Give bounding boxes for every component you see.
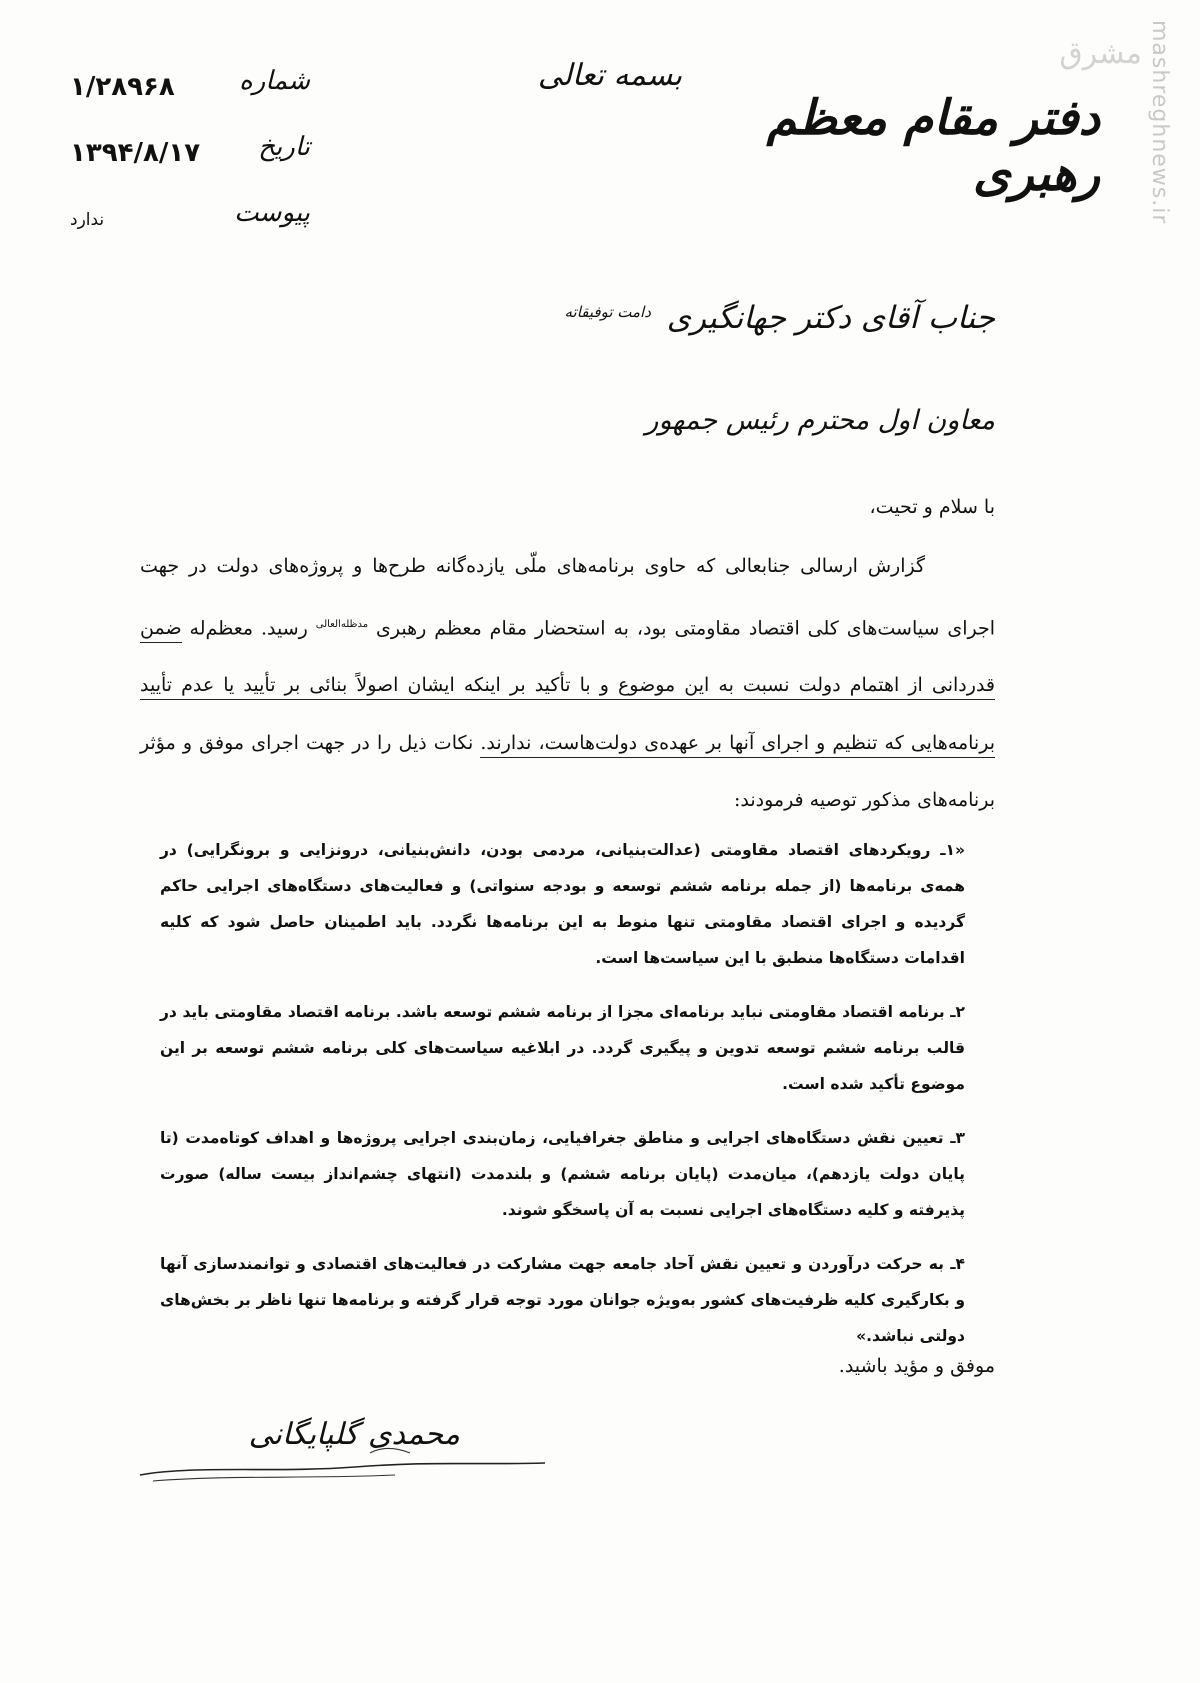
attachment-value: ندارد bbox=[70, 210, 105, 230]
points-list bbox=[160, 832, 965, 1372]
paragraph-underlined: ضمن قدردانی از اهتمام دولت نسبت به این موضوع و با تأکید بر اینکه ایشان اصولاً بنائی بر تأیید یا عدم تأیید برنامه‌هایی که تنظیم و اجرای آنها بر عهده‌ی دولت‌هاست، ندارند. bbox=[140, 617, 995, 758]
meta-attachment-row bbox=[60, 194, 310, 260]
point-item: ۳ـ تعیین نقش دستگاه‌های اجرایی و مناطق جغرافیایی، زمان‌بندی اجرایی پروژه‌ها و اهداف کوتاه‌مدت (تا پایان دولت یازدهم)، میان‌مدت (پایان برنامه ششم) و بلندمدت (انتهای چشم‌انداز بیست ساله) صورت پذیرفته و کلیه دستگاه‌های اجرایی نسبت به آن پاسخگو شوند. bbox=[160, 1129, 965, 1219]
point-item: ۲ـ برنامه اقتصاد مقاومتی نباید برنامه‌ای مجزا از برنامه ششم توسعه باشد. برنامه اقتصاد مقاومتی باید در قالب برنامه ششم توسعه تدوین و پیگیری گردد. در ابلاغیه سیاست‌های کلی برنامه ششم توسعه بر این موضوع تأکید شده است. bbox=[160, 1003, 965, 1093]
meta-date-row bbox=[60, 128, 310, 194]
paragraph-part1: گزارش ارسالی جنابعالی که حاوی برنامه‌های ملّی یازده‌گانه طرح‌ها و پروژه‌های دولت در جهت اجرای سیاست‌های کلی اقتصاد مقاومتی بود، به استحضار مقام معظم رهبری bbox=[140, 555, 995, 639]
closing-line: موفق و مؤید باشید. bbox=[838, 1355, 995, 1377]
basmala-heading: بسمه تعالی bbox=[537, 58, 683, 93]
letter-meta bbox=[60, 62, 310, 260]
date-value: ۱۳۹۴/۸/۱۷ bbox=[70, 138, 201, 168]
meta-number-row bbox=[60, 62, 310, 128]
addressee-name-text: جناب آقای دکتر جهانگیری bbox=[666, 300, 995, 336]
point-item: ۴ـ به حرکت درآوردن و تعیین نقش آحاد جامعه جهت مشارکت در فعالیت‌های اقتصادی و توانمندسازی آنها و بکارگیری کلیه ظرفیت‌های کشور به‌ویژه جوانان مورد توجه قرار گرفته و برنامه‌ها تنها ناظر بر بخش‌های دولتی نباشد.» bbox=[160, 1255, 965, 1345]
addressee-title: معاون اول محترم رئیس جمهور bbox=[645, 405, 995, 436]
paragraph-part3: نکات ذیل را در جهت اجرای موفق و مؤثر برنامه‌های مذکور توصیه فرمودند: bbox=[140, 731, 995, 812]
office-letterhead: دفتر مقام معظم رهبری bbox=[766, 90, 1100, 202]
watermark-site: mashreghnews.ir bbox=[1147, 20, 1172, 225]
addressee-name bbox=[565, 300, 995, 336]
signature-name: محمدی گلپایگانی bbox=[248, 1417, 460, 1452]
number-value: ۱/۲۸۹۶۸ bbox=[70, 72, 175, 102]
addressee-honorific: دامت توفیقاته bbox=[564, 302, 651, 321]
paragraph-part2: رسید. معظم‌له bbox=[189, 616, 308, 639]
number-label: شماره bbox=[239, 66, 310, 96]
paragraph-honorific: مدظله‌العالی bbox=[315, 618, 369, 630]
signature bbox=[135, 1415, 555, 1505]
main-paragraph bbox=[140, 538, 995, 830]
point-item: «۱ـ رویکردهای اقتصاد مقاومتی (عدالت‌بنیانی، مردمی بودن، دانش‌بنیانی، درونزایی و برونگرایی) در همه‌ی برنامه‌ها (از جمله برنامه ششم توسعه و بودجه سنواتی) و فعالیت‌های دستگاه‌های اجرایی حاکم گردیده و اجرای اقتصاد مقاومتی تنها منوط به این برنامه‌ها نگردد. باید اطمینان حاصل شود که کلیه اقدامات دستگاه‌ها منطبق با این سیاست‌ها است. bbox=[160, 841, 965, 967]
watermark-logo: مشرق bbox=[1059, 36, 1142, 71]
greeting: با سلام و تحیت، bbox=[869, 496, 995, 518]
attachment-label: پیوست bbox=[234, 198, 310, 228]
date-label: تاریخ bbox=[258, 132, 310, 162]
